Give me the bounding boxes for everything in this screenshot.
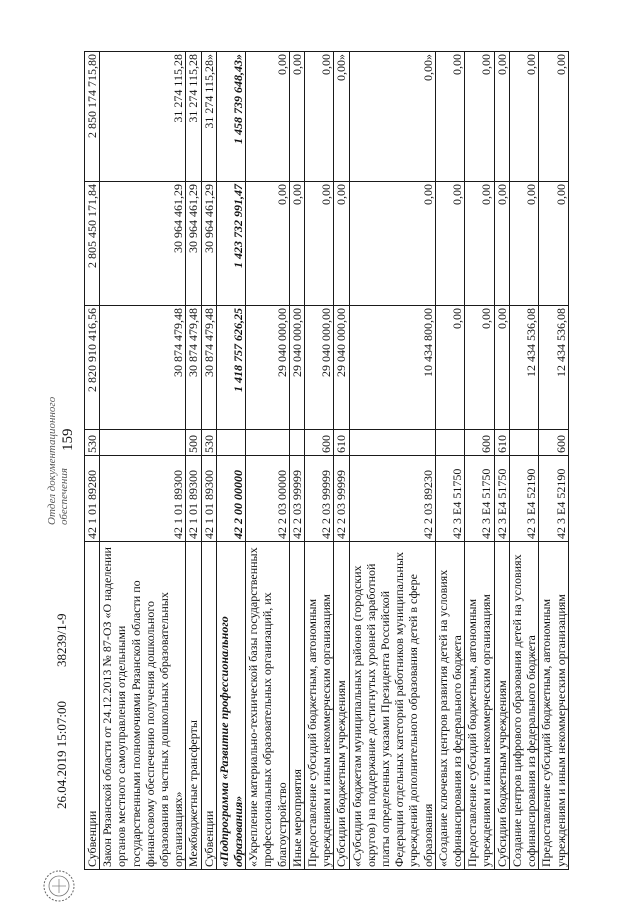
cell-amount-2: 0,00 xyxy=(539,182,568,306)
cell-amount-2: 0,00 xyxy=(246,182,290,306)
cell-name: «Укрепление материально-технической базы государственных профессиональных образовательных организаций, их благоустройство xyxy=(246,542,290,870)
stamp-icon xyxy=(42,869,76,903)
cell-amount-3: 0,00 xyxy=(465,52,494,182)
cell-amount-1: 29 040 000,00 xyxy=(305,306,334,430)
cell-code: 42 1 01 89280 xyxy=(85,456,100,542)
cell-code: 42 3 E4 52190 xyxy=(539,456,568,542)
cell-code: 42 2 03 89230 xyxy=(349,456,435,542)
cell-amount-2: 30 964 461,29 xyxy=(201,182,216,306)
cell-code: 42 3 E4 51750 xyxy=(465,456,494,542)
cell-name: Иные мероприятия xyxy=(289,542,304,870)
cell-name: Предоставление субсидий бюджетным, автономным учреждениям и иным некоммерческим организациям xyxy=(465,542,494,870)
cell-amount-2: 0,00 xyxy=(494,182,509,306)
cell-code: 42 2 03 99999 xyxy=(334,456,349,542)
cell-amount-2: 0,00 xyxy=(289,182,304,306)
cell-amount-2: 0,00 xyxy=(435,182,464,306)
cell-amount-3: 0,00 xyxy=(539,52,568,182)
cell-amount-3: 0,00 xyxy=(494,52,509,182)
table-row xyxy=(465,52,494,870)
cell-vr: 530 xyxy=(201,430,216,456)
footer-department-line-1: Отдел документационного xyxy=(46,396,58,525)
table-row xyxy=(494,52,509,870)
cell-name: Создание центров цифрового образования детей на условиях софинансирования из федерального бюджета xyxy=(509,542,538,870)
cell-vr xyxy=(289,430,304,456)
footer-department xyxy=(46,397,70,525)
cell-code: 42 3 E4 51750 xyxy=(494,456,509,542)
cell-amount-2: 2 805 450 171,84 xyxy=(85,182,100,306)
cell-name: Закон Рязанской области от 24.12.2013 № 87-ОЗ «О наделении органов местного самоуправления отдельными государственными полномочиями Рязанской области по финансовому обеспечению получения дошкольного образования в частных дошкольных образовательных организациях» xyxy=(100,542,186,870)
table-row xyxy=(435,52,464,870)
cell-code: 42 2 00 00000 xyxy=(216,456,245,542)
cell-amount-1: 12 434 536,08 xyxy=(539,306,568,430)
table-row xyxy=(246,52,290,870)
table-row xyxy=(349,52,435,870)
table-row xyxy=(186,52,201,870)
cell-vr: 600 xyxy=(539,430,568,456)
cell-code: 42 3 E4 51750 xyxy=(435,456,464,542)
table-row xyxy=(289,52,304,870)
cell-name: Предоставление субсидий бюджетным, автономным учреждениям и иным некоммерческим организациям xyxy=(305,542,334,870)
cell-vr xyxy=(509,430,538,456)
cell-name: «Субсидии бюджетам муниципальных районов (городских округов) на поддержание достигнутых уровней заработной платы определенных указами Президента Российской Федерации отдельных категорий работников муниципальных учреждений дополнительного образования детей в сфере образования xyxy=(349,542,435,870)
cell-code: 42 2 03 00000 xyxy=(246,456,290,542)
cell-name: Межбюджетные трансферты xyxy=(186,542,201,870)
cell-amount-1: 30 874 479,48 xyxy=(100,306,186,430)
cell-name: «Создание ключевых центров развития детей на условиях софинансирования из федерального бюджета xyxy=(435,542,464,870)
cell-amount-1: 0,00 xyxy=(435,306,464,430)
cell-name: «Подпрограмма «Развитие профессионального образования» xyxy=(216,542,245,870)
cell-code: 42 1 01 89300 xyxy=(100,456,186,542)
cell-amount-3: 31 274 115,28 xyxy=(186,52,201,182)
cell-vr: 600 xyxy=(465,430,494,456)
cell-amount-1: 0,00 xyxy=(465,306,494,430)
table-row xyxy=(201,52,216,870)
cell-amount-1: 10 434 800,00 xyxy=(349,306,435,430)
cell-vr: 530 xyxy=(85,430,100,456)
cell-amount-1: 2 820 910 416,56 xyxy=(85,306,100,430)
cell-amount-2: 0,00 xyxy=(509,182,538,306)
footer-date: 26.04.2019 15:07:00 xyxy=(54,701,69,809)
cell-code: 42 1 01 89300 xyxy=(201,456,216,542)
cell-code: 42 1 01 89300 xyxy=(186,456,201,542)
table-row xyxy=(216,52,245,870)
cell-amount-1: 29 040 000,00 xyxy=(246,306,290,430)
footer-department-line-2: обеспечения xyxy=(58,468,70,525)
cell-amount-1: 1 418 757 626,25 xyxy=(216,306,245,430)
cell-amount-3: 31 274 115,28 xyxy=(100,52,186,182)
table-row xyxy=(539,52,568,870)
cell-amount-3: 0,00 xyxy=(289,52,304,182)
cell-amount-2: 30 964 461,29 xyxy=(100,182,186,306)
cell-amount-3: 0,00 xyxy=(246,52,290,182)
cell-amount-2: 0,00 xyxy=(465,182,494,306)
cell-name: Предоставление субсидий бюджетным, автономным учреждениям и иным некоммерческим организациям xyxy=(539,542,568,870)
cell-vr: 610 xyxy=(494,430,509,456)
cell-amount-2: 0,00 xyxy=(305,182,334,306)
cell-amount-3: 0,00» xyxy=(349,52,435,182)
cell-vr xyxy=(216,430,245,456)
footer-doc-id: 38239/1-9 xyxy=(54,613,69,667)
cell-amount-3: 0,00 xyxy=(305,52,334,182)
cell-vr xyxy=(349,430,435,456)
cell-code: 42 3 E4 52190 xyxy=(509,456,538,542)
cell-name: Субвенции xyxy=(85,542,100,870)
table-row xyxy=(334,52,349,870)
cell-vr: 600 xyxy=(305,430,334,456)
cell-vr xyxy=(100,430,186,456)
cell-vr xyxy=(435,430,464,456)
cell-amount-3: 0,00 xyxy=(435,52,464,182)
cell-amount-1: 30 874 479,48 xyxy=(186,306,201,430)
document-footer xyxy=(40,5,100,905)
cell-amount-1: 29 040 000,00 xyxy=(289,306,304,430)
cell-vr xyxy=(246,430,290,456)
cell-name: Субсидии бюджетным учреждениям xyxy=(494,542,509,870)
cell-name: Субсидии бюджетным учреждениям xyxy=(334,542,349,870)
cell-code: 42 2 03 99999 xyxy=(289,456,304,542)
cell-amount-1: 12 434 536,08 xyxy=(509,306,538,430)
table-row xyxy=(509,52,538,870)
budget-table xyxy=(84,51,569,870)
table-row xyxy=(305,52,334,870)
cell-amount-3: 0,00 xyxy=(509,52,538,182)
page-number: 159 xyxy=(60,428,76,451)
cell-amount-2: 0,00 xyxy=(334,182,349,306)
cell-name: Субвенции xyxy=(201,542,216,870)
table-row xyxy=(100,52,186,870)
budget-table-body xyxy=(85,52,569,870)
cell-vr: 500 xyxy=(186,430,201,456)
cell-amount-3: 0,00» xyxy=(334,52,349,182)
cell-amount-1: 0,00 xyxy=(494,306,509,430)
cell-vr: 610 xyxy=(334,430,349,456)
cell-amount-3: 1 458 739 648,43» xyxy=(216,52,245,182)
cell-amount-1: 30 874 479,48 xyxy=(201,306,216,430)
cell-amount-2: 0,00 xyxy=(349,182,435,306)
budget-table-region xyxy=(84,52,596,870)
cell-amount-3: 31 274 115,28» xyxy=(201,52,216,182)
cell-amount-2: 1 423 732 991,47 xyxy=(216,182,245,306)
cell-amount-1: 29 040 000,00 xyxy=(334,306,349,430)
cell-code: 42 2 03 99999 xyxy=(305,456,334,542)
cell-amount-3: 2 850 174 715,80 xyxy=(85,52,100,182)
cell-amount-2: 30 964 461,29 xyxy=(186,182,201,306)
